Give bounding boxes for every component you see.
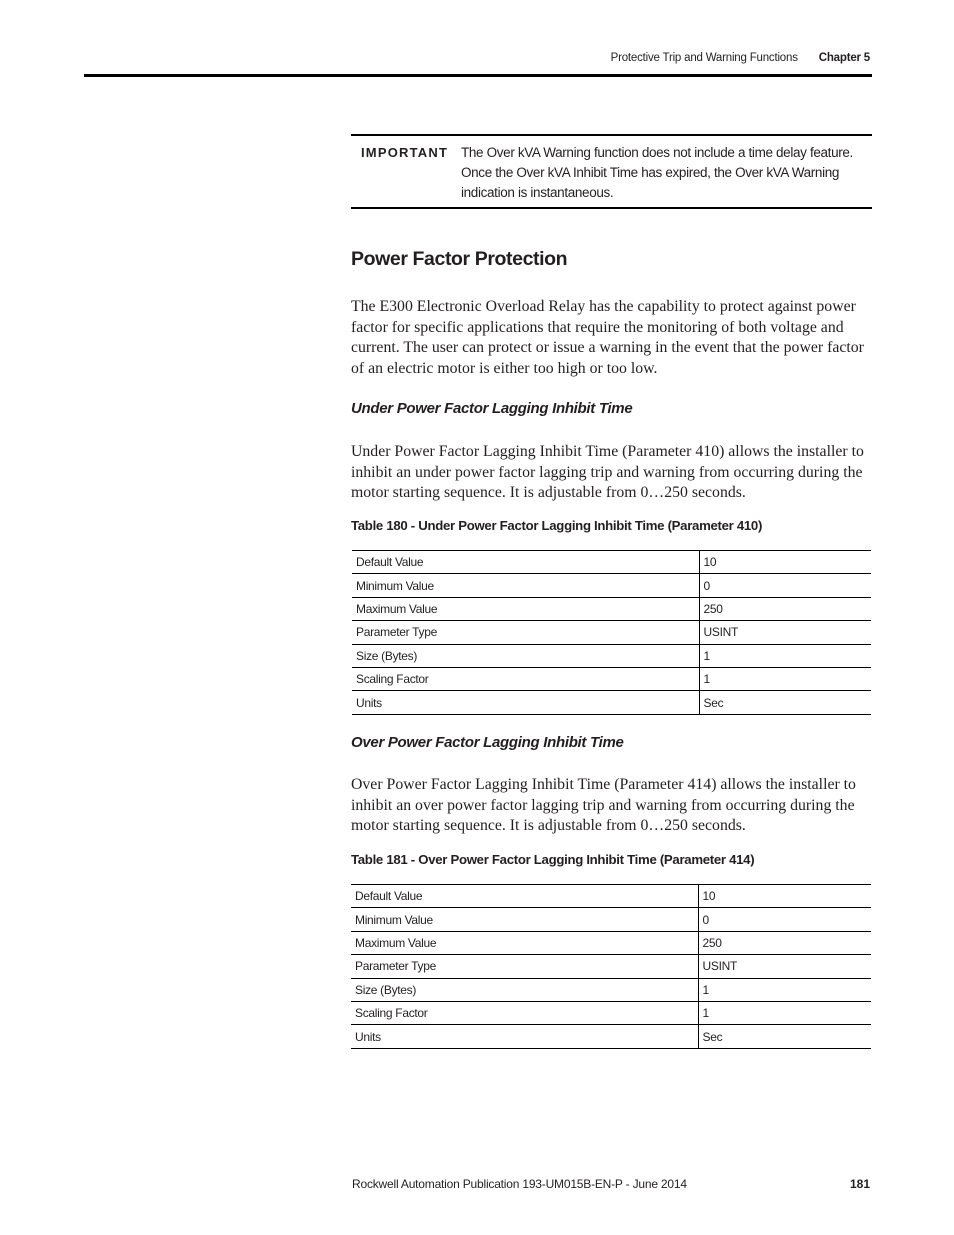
- table-row: [352, 691, 871, 714]
- row-label: Default Value: [352, 551, 699, 574]
- row-value: 1: [699, 667, 871, 690]
- header-section-title: Protective Trip and Warning Functions: [610, 52, 798, 64]
- table-row: [352, 597, 871, 620]
- important-text: The Over kVA Warning function does not include a time delay feature. Once the Over kVA Inhibit Time has expired, the Over kVA Warning indication is instantaneous.: [461, 145, 853, 200]
- table-row: [352, 644, 871, 667]
- table-row: [352, 551, 871, 574]
- over-table-caption: Table 181 - Over Power Factor Lagging Inhibit Time (Parameter 414): [351, 852, 755, 867]
- row-label: Units: [351, 1025, 698, 1048]
- table-row: [351, 1001, 871, 1024]
- section-title: Power Factor Protection: [351, 248, 568, 270]
- table-row: [351, 908, 871, 931]
- row-label: Scaling Factor: [352, 667, 699, 690]
- under-heading: Under Power Factor Lagging Inhibit Time: [351, 400, 633, 417]
- row-label: Minimum Value: [351, 908, 698, 931]
- table-row: [351, 978, 871, 1001]
- row-label: Size (Bytes): [352, 644, 699, 667]
- row-value: USINT: [698, 955, 871, 978]
- row-value: 1: [698, 1001, 871, 1024]
- table-row: [352, 621, 871, 644]
- row-value: 10: [698, 885, 871, 908]
- running-header: [611, 52, 870, 64]
- row-label: Parameter Type: [351, 955, 698, 978]
- over-heading: Over Power Factor Lagging Inhibit Time: [351, 734, 624, 751]
- row-label: Minimum Value: [352, 574, 699, 597]
- under-body: Under Power Factor Lagging Inhibit Time (Parameter 410) allows the installer to inhibit an under power factor lagging trip and warning from occurring during the motor starting sequence. It is adjustable from 0…250 seconds.: [351, 443, 864, 501]
- row-value: 0: [698, 908, 871, 931]
- row-value: 1: [699, 644, 871, 667]
- row-label: Size (Bytes): [351, 978, 698, 1001]
- row-value: USINT: [699, 621, 871, 644]
- table-row: [351, 1025, 871, 1048]
- table-row: [352, 574, 871, 597]
- row-label: Maximum Value: [352, 597, 699, 620]
- row-label: Default Value: [351, 885, 698, 908]
- footer-publication: Rockwell Automation Publication 193-UM015B-EN-P - June 2014: [352, 1177, 687, 1191]
- header-chapter: Chapter 5: [818, 52, 870, 64]
- important-callout: [351, 134, 872, 209]
- row-value: 1: [698, 978, 871, 1001]
- under-table-caption: Table 180 - Under Power Factor Lagging Inhibit Time (Parameter 410): [351, 518, 763, 533]
- row-label: Units: [352, 691, 699, 714]
- row-value: 250: [699, 597, 871, 620]
- row-value: 0: [699, 574, 871, 597]
- page-number: 181: [849, 1177, 870, 1191]
- over-body: Over Power Factor Lagging Inhibit Time (Parameter 414) allows the installer to inhibit an over power factor lagging trip and warning from occurring during the motor starting sequence. It is adjustable from 0…250 seconds.: [351, 776, 856, 834]
- row-label: Parameter Type: [352, 621, 699, 644]
- over-parameter-table: [351, 884, 871, 1049]
- header-rule: [84, 74, 872, 77]
- table-row: [351, 885, 871, 908]
- row-value: Sec: [698, 1025, 871, 1048]
- table-row: [352, 667, 871, 690]
- section-intro: The E300 Electronic Overload Relay has the capability to protect against power factor for specific applications that require the monitoring of both voltage and current. The user can protect or issue a warning in the event that the power factor of an electric motor is either too high or too low.: [351, 298, 864, 377]
- row-value: 10: [699, 551, 871, 574]
- table-row: [351, 955, 871, 978]
- row-value: 250: [698, 931, 871, 954]
- under-parameter-table: [352, 550, 871, 715]
- row-label: Maximum Value: [351, 931, 698, 954]
- table-row: [351, 931, 871, 954]
- row-label: Scaling Factor: [351, 1001, 698, 1024]
- row-value: Sec: [699, 691, 871, 714]
- important-label: IMPORTANT: [361, 145, 449, 160]
